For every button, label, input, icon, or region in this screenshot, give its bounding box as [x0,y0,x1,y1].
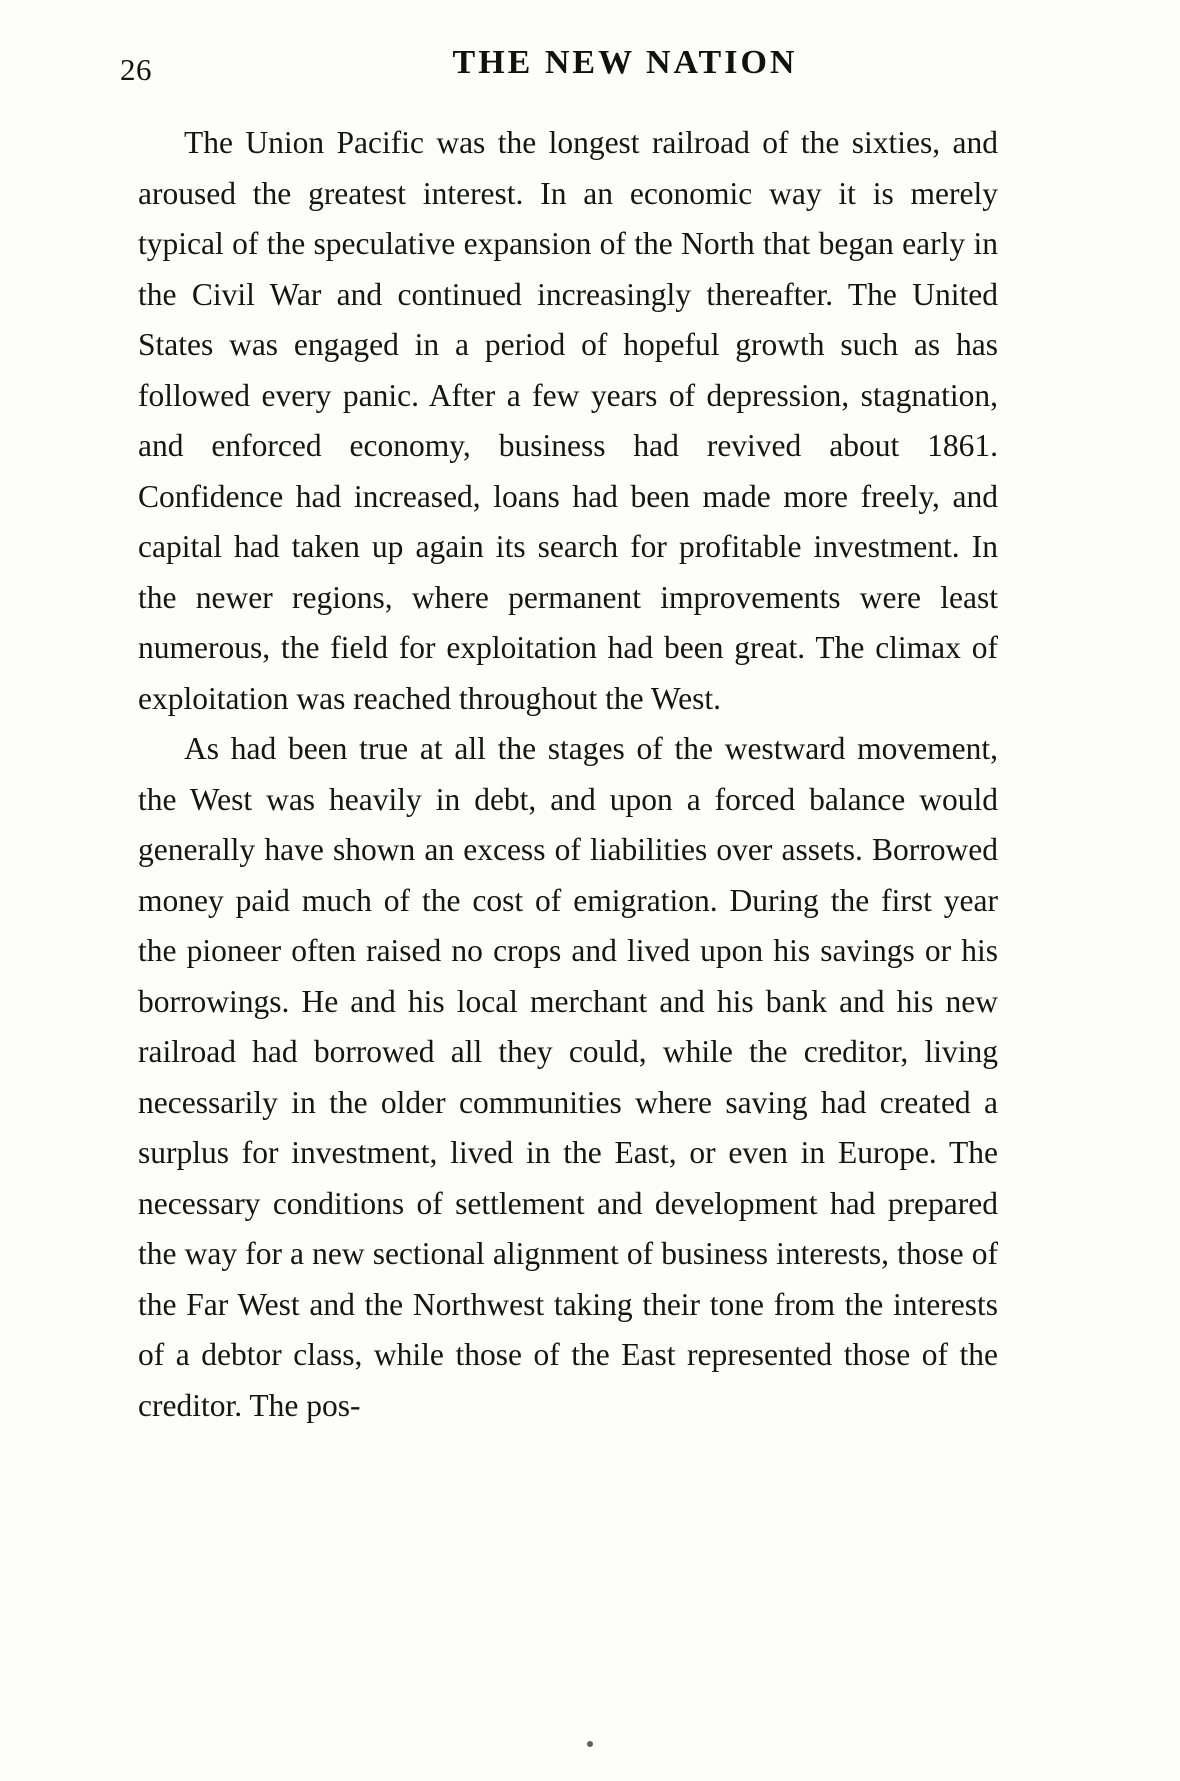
paragraph: The Union Pacific was the longest railroad of the sixties, and aroused the greatest interest. In an economic way it is merely typical of the speculative expansion of the North that began early in the Civil War and continued increasingly thereafter. The United States was engaged in a period of hopeful growth such as has followed every panic. After a few years of depression, stagnation, and enforced economy, business had revived about 1861. Confidence had increased, loans had been made more freely, and capital had taken up again its search for profitable investment. In the newer regions, where permanent improvements were least numerous, the field for exploitation had been great. The climax of exploitation was reached throughout the West. [138,125,998,716]
running-head: THE NEW NATION [452,44,798,81]
page-body [138,118,998,1431]
page-header [120,44,1060,96]
paragraph: As had been true at all the stages of the westward movement, the West was heavily in debt, and upon a forced balance would generally have shown an excess of liabilities over assets. Borrowed money paid much of the cost of emigration. During the first year the pioneer often raised no crops and lived upon his savings or his borrowings. He and his local merchant and his bank and his new railroad had borrowed all they could, while the creditor, living necessarily in the older communities where saving had created a surplus for investment, lived in the East, or even in Europe. The necessary conditions of settlement and development had prepared the way for a new sectional alignment of business interests, those of the Far West and the Northwest taking their tone from the interests of a debtor class, while those of the East represented those of the creditor. The pos- [138,731,998,1423]
footer-ornament [587,1741,593,1747]
page-number: 26 [120,52,152,87]
